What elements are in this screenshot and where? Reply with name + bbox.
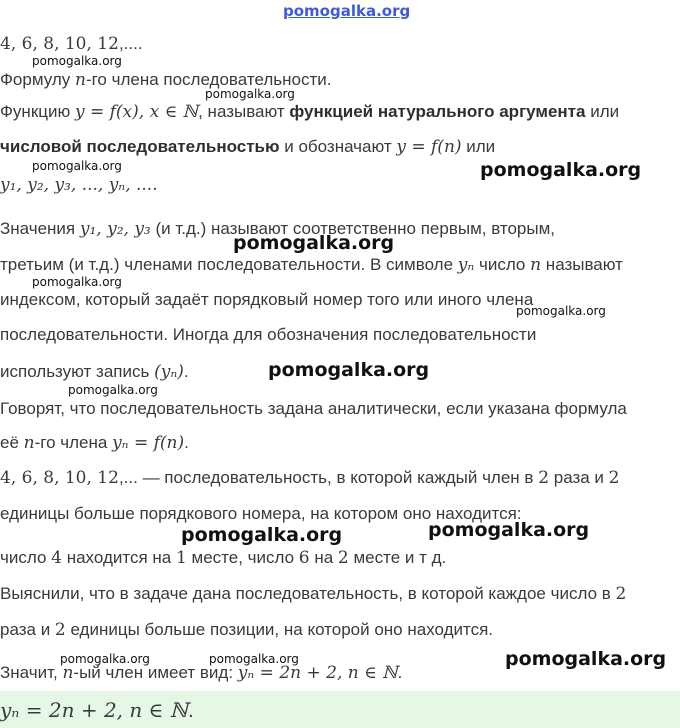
- math-number: 2: [538, 468, 550, 488]
- math-n: n: [23, 433, 35, 453]
- math-n: n: [74, 70, 86, 90]
- text: или: [585, 102, 620, 121]
- notation-line: [0, 324, 536, 346]
- text: и обозначают: [279, 137, 397, 156]
- text: месте, число: [186, 548, 299, 567]
- math-formula: yₙ = 2n + 2, n ∈ ℕ: [237, 663, 398, 683]
- text: .: [188, 700, 194, 722]
- watermark: pomogalka.org: [209, 652, 299, 666]
- text: число: [0, 548, 52, 567]
- text: Формулу: [0, 70, 75, 89]
- answer-formula: [0, 699, 194, 722]
- site-link-top[interactable]: pomogalka.org: [283, 2, 411, 20]
- text: .: [184, 433, 189, 452]
- conclusion-line: [0, 583, 626, 605]
- watermark: pomogalka.org: [268, 359, 430, 381]
- watermark: pomogalka.org: [68, 383, 158, 397]
- text: Выяснили, что в задаче дана последовательность, в которой каждое число в: [0, 584, 616, 603]
- math-number: 2: [337, 548, 349, 568]
- math-terms: y₁, y₂, y₃: [79, 219, 151, 239]
- watermark: pomogalka.org: [32, 275, 122, 289]
- math-formula: yₙ = 2n + 2, n ∈ ℕ: [0, 698, 189, 722]
- function-definition-line: [0, 101, 619, 123]
- text: Значения: [0, 219, 80, 238]
- sequence-values: 4, 6, 8, 10, 12: [0, 34, 119, 54]
- watermark: pomogalka.org: [428, 519, 590, 541]
- math-number: 4: [51, 548, 62, 568]
- sequence-values: 4, 6, 8, 10, 12: [0, 468, 119, 488]
- text: единицы больше позиции, на которой оно находится.: [65, 620, 494, 639]
- math-function: y = f(x), x ∈ ℕ: [74, 102, 199, 122]
- text: Функцию: [0, 102, 75, 121]
- index-line: [0, 289, 533, 311]
- text: индексом, который задаёт порядковый номер того или иного члена: [0, 290, 534, 309]
- text: используют запись: [0, 362, 155, 381]
- sequence-ellipsis: ,....: [118, 34, 143, 53]
- text: число: [474, 255, 531, 274]
- watermark: pomogalka.org: [181, 524, 343, 546]
- text: последовательности. Иногда для обозначения последовательности: [0, 325, 537, 344]
- record-line: [0, 361, 189, 383]
- analytic-line: [0, 398, 627, 420]
- text: единицы больше порядкового номера, на котором оно находится:: [0, 504, 522, 523]
- math-yn: yₙ: [457, 255, 475, 275]
- text: , называют: [198, 102, 290, 121]
- math-sequence: y₁, y₂, y₃, ..., yₙ, ....: [0, 175, 158, 195]
- text: .: [397, 663, 403, 682]
- members-line: [0, 254, 623, 276]
- watermark: pomogalka.org: [60, 652, 150, 666]
- watermark: pomogalka.org: [480, 159, 642, 181]
- math-yn-paren: (yₙ): [154, 362, 184, 382]
- text: Говорят, что последовательность задана аналитически, если указана формула: [0, 399, 627, 418]
- text: раза и: [549, 468, 609, 487]
- math-number: 2: [54, 620, 66, 640]
- watermark: pomogalka.org: [32, 54, 122, 68]
- math-number: 1: [175, 548, 187, 568]
- text: -ый член имеет вид:: [73, 663, 238, 682]
- text: на: [309, 548, 338, 567]
- math-n: n: [62, 663, 74, 683]
- text: раза и: [0, 620, 55, 639]
- text: называют: [541, 255, 623, 274]
- text: находится на: [61, 548, 176, 567]
- watermark: pomogalka.org: [233, 232, 395, 254]
- text: месте и т д.: [348, 548, 447, 567]
- text: её: [0, 433, 24, 452]
- nth-term-line: [0, 432, 189, 454]
- position-line: [0, 619, 493, 641]
- text: .: [183, 362, 189, 381]
- answer-box: [0, 691, 680, 728]
- sequence-notation-line: [0, 174, 158, 196]
- bold-term: функцией натурального аргумента: [289, 102, 586, 121]
- math-formula: yₙ = f(n): [112, 433, 185, 453]
- text: ,... — последовательность, в которой каждый член в: [118, 468, 539, 487]
- text: -го члена последовательности.: [85, 70, 332, 89]
- text: третьим (и т.д.) членами последовательности. В символе: [0, 255, 458, 274]
- positions-line: [0, 547, 446, 569]
- math-number: 2: [615, 584, 627, 604]
- watermark: pomogalka.org: [505, 648, 667, 670]
- math-number: 2: [608, 468, 620, 488]
- math-function: y = f(n): [396, 137, 462, 157]
- numeric-sequence-line: [0, 136, 495, 158]
- watermark: pomogalka.org: [516, 304, 606, 318]
- text: (и т.д.) называют соответственно первым, вторым,: [150, 219, 556, 238]
- math-n: n: [530, 255, 542, 275]
- bold-term: числовой последовательностью: [0, 137, 280, 156]
- math-number: 6: [298, 548, 310, 568]
- watermark: pomogalka.org: [205, 87, 295, 101]
- sequence-explanation-line: [0, 467, 619, 489]
- text: Значит,: [0, 663, 63, 682]
- text: или: [461, 137, 496, 156]
- sequence-example-line: [0, 33, 143, 55]
- text: -го члена: [34, 433, 113, 452]
- watermark: pomogalka.org: [32, 159, 122, 173]
